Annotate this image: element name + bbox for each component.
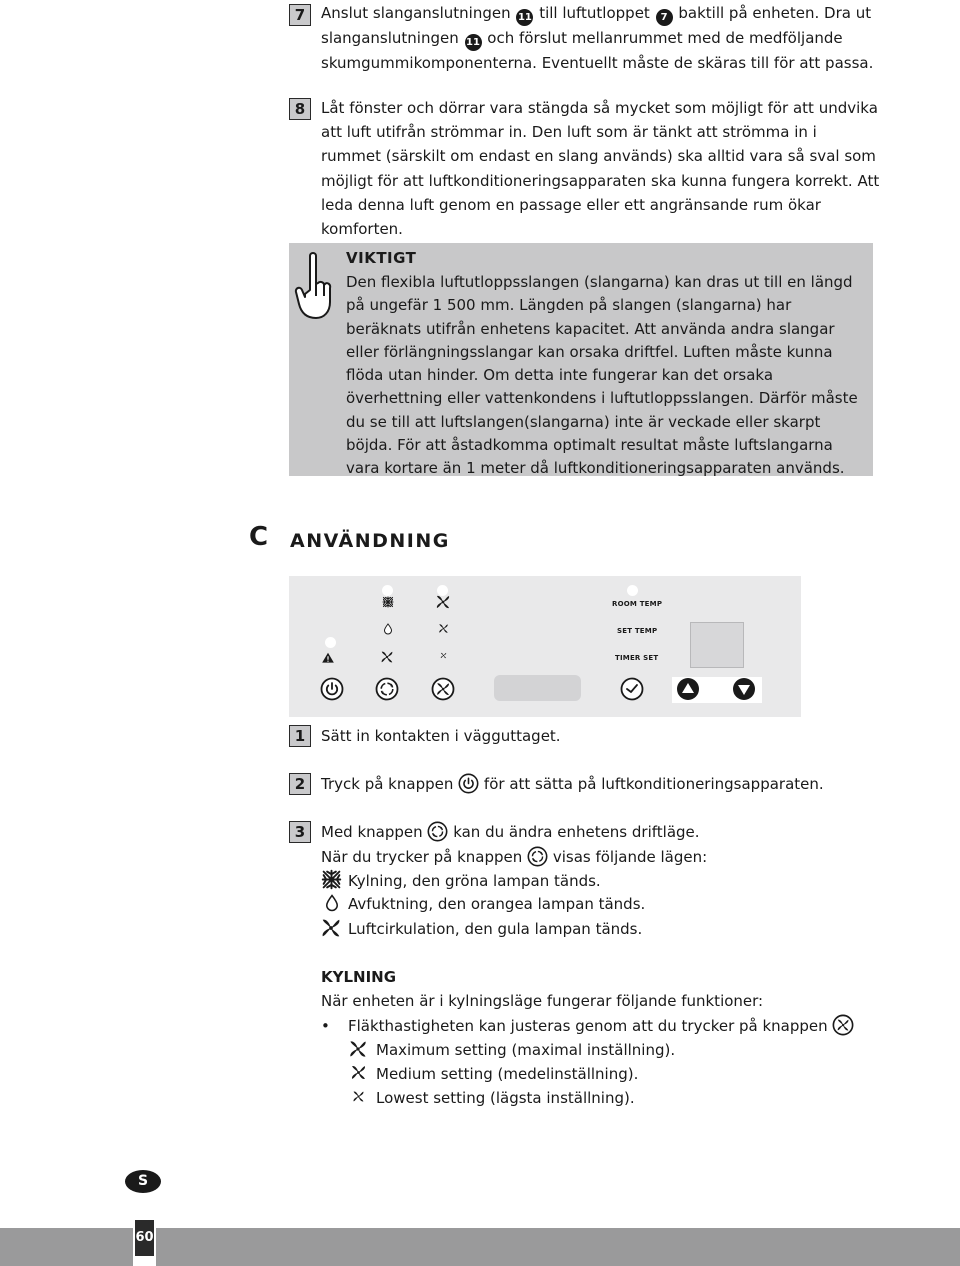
fan-high-icon [435, 594, 451, 610]
step-3-line-1 [321, 820, 881, 844]
step-1-text: Sätt in kontakten i vägguttaget. [321, 727, 561, 745]
receiver-window [494, 675, 581, 701]
step-3-b-post: visas följande lägen: [552, 848, 708, 866]
fan-low-icon [440, 652, 447, 659]
fan-low-icon [352, 1090, 365, 1103]
ref-7-badge: 7 [656, 9, 673, 26]
set-temp-label: SET TEMP [617, 627, 658, 635]
step-7-number: 7 [289, 4, 311, 26]
fan-speed-icon [832, 1014, 854, 1036]
step-7-text-c: baktill på enheten. Dra ut slanganslutningen [321, 4, 872, 47]
down-arrow-button[interactable] [732, 677, 756, 701]
snowflake-icon [321, 869, 342, 890]
step-2-text-post: för att sätta på luftkonditioneringsapparaten. [483, 775, 824, 793]
mode-icon [527, 846, 548, 867]
fan-medium-icon [350, 1064, 367, 1081]
bullet: • [321, 1017, 330, 1035]
step-7-text [321, 1, 881, 75]
step-3-line-2 [321, 845, 881, 869]
up-arrow-button[interactable] [676, 677, 700, 701]
led-cool [382, 585, 393, 596]
mode-button[interactable] [375, 677, 399, 701]
step-7-text-b: till luftutloppet [539, 4, 650, 22]
mode-dry-text: Avfuktning, den orangea lampan tänds. [348, 895, 646, 913]
mode-cool-text: Kylning, den gröna lampan tänds. [348, 872, 601, 890]
fan-med-text: Medium setting (medelinställning). [376, 1065, 639, 1083]
cooling-bullet-text: Fläkthastigheten kan justeras genom att du trycker på knappen [348, 1017, 828, 1035]
cooling-bullet [348, 1014, 888, 1038]
fan-max-text: Maximum setting (maximal inställning). [376, 1041, 676, 1059]
step-7-text-a: Anslut slanganslutningen [321, 4, 511, 22]
timer-set-label: TIMER SET [615, 654, 659, 662]
control-panel [289, 576, 801, 717]
page-number: 60 [135, 1220, 154, 1256]
drop-icon [323, 893, 341, 913]
room-temp-label: ROOM TEMP [612, 600, 663, 608]
step-8-number: 8 [289, 98, 311, 120]
step-2-text-pre: Tryck på knappen [321, 775, 454, 793]
step-1-number: 1 [289, 725, 311, 747]
fan-icon [320, 917, 342, 939]
step-2-number: 2 [289, 773, 311, 795]
ref-11-badge: 11 [516, 9, 533, 26]
temperature-display [690, 622, 744, 668]
note-title: VIKTIGT [346, 249, 417, 267]
step-3-number: 3 [289, 821, 311, 843]
fan-low-text: Lowest setting (lägsta inställning). [376, 1089, 635, 1107]
power-icon [458, 773, 479, 794]
led-warning [325, 637, 336, 648]
mode-icon [427, 821, 448, 842]
step-3-a-post: kan du ändra enhetens driftläge. [453, 823, 700, 841]
fan-mode-icon [380, 650, 394, 664]
fan-medium-icon [438, 623, 449, 634]
led-room-temp [627, 585, 638, 596]
fan-max-icon [348, 1039, 368, 1059]
snowflake-icon [382, 596, 394, 608]
cooling-intro: När enheten är i kylningsläge fungerar följande funktioner: [321, 992, 764, 1010]
mode-fan-text: Luftcirkulation, den gula lampan tänds. [348, 920, 643, 938]
step-3-a-pre: Med knappen [321, 823, 423, 841]
cooling-title: KYLNING [321, 968, 397, 986]
note-text: Den flexibla luftutloppsslangen (slangarna) kan dras ut till en längd på ungefär 1 500 mm. Längden på slangen (slangarna) har beräknats utifrån enhetens kapacitet. Att använda andra slangar eller förlängningsslangar kan orsaka driftfel. Luften måste kunna flöda utan hinder. Om detta inte fungerar kan det orsaka överhettning eller vattenkondens i luftutloppsslangen. Därför måste du se till att luftslangen(slangarna) inte är veckade eller skarpt böjda. För att åstadkomma optimalt resultat måste luftslangarna vara kortare än 1 meter då luftkonditioneringsapparaten används. [346, 273, 858, 478]
step-7-text-d: och förslut mellanrummet med de medföljande skumgummikomponenterna. Eventuellt måste de skäras till för att passa. [321, 29, 874, 72]
step-8-text: Låt fönster och dörrar vara stängda så mycket som möjligt för att undvika att luft utifrån strömmar in. Den luft som är tänkt att strömma in i rummet (särskilt om endast en slang används) ska alltid vara så sval som möjligt för att luftkonditioneringsapparaten ska kunna fungera korrekt. Att leda denna luft genom en passage eller ett angränsande rum ökar komforten. [321, 99, 880, 239]
section-title: ANVÄNDNING [290, 530, 450, 552]
warning-icon [321, 651, 335, 665]
timer-button[interactable] [620, 677, 644, 701]
section-letter: C [249, 522, 269, 552]
language-badge: S [125, 1170, 161, 1193]
drop-icon [382, 623, 394, 635]
power-button[interactable] [320, 677, 344, 701]
pointing-hand-icon [294, 250, 334, 322]
step-3-b-pre: När du trycker på knappen [321, 848, 523, 866]
fan-speed-button[interactable] [431, 677, 455, 701]
step-2-text [321, 772, 881, 796]
ref-11-badge: 11 [465, 34, 482, 51]
